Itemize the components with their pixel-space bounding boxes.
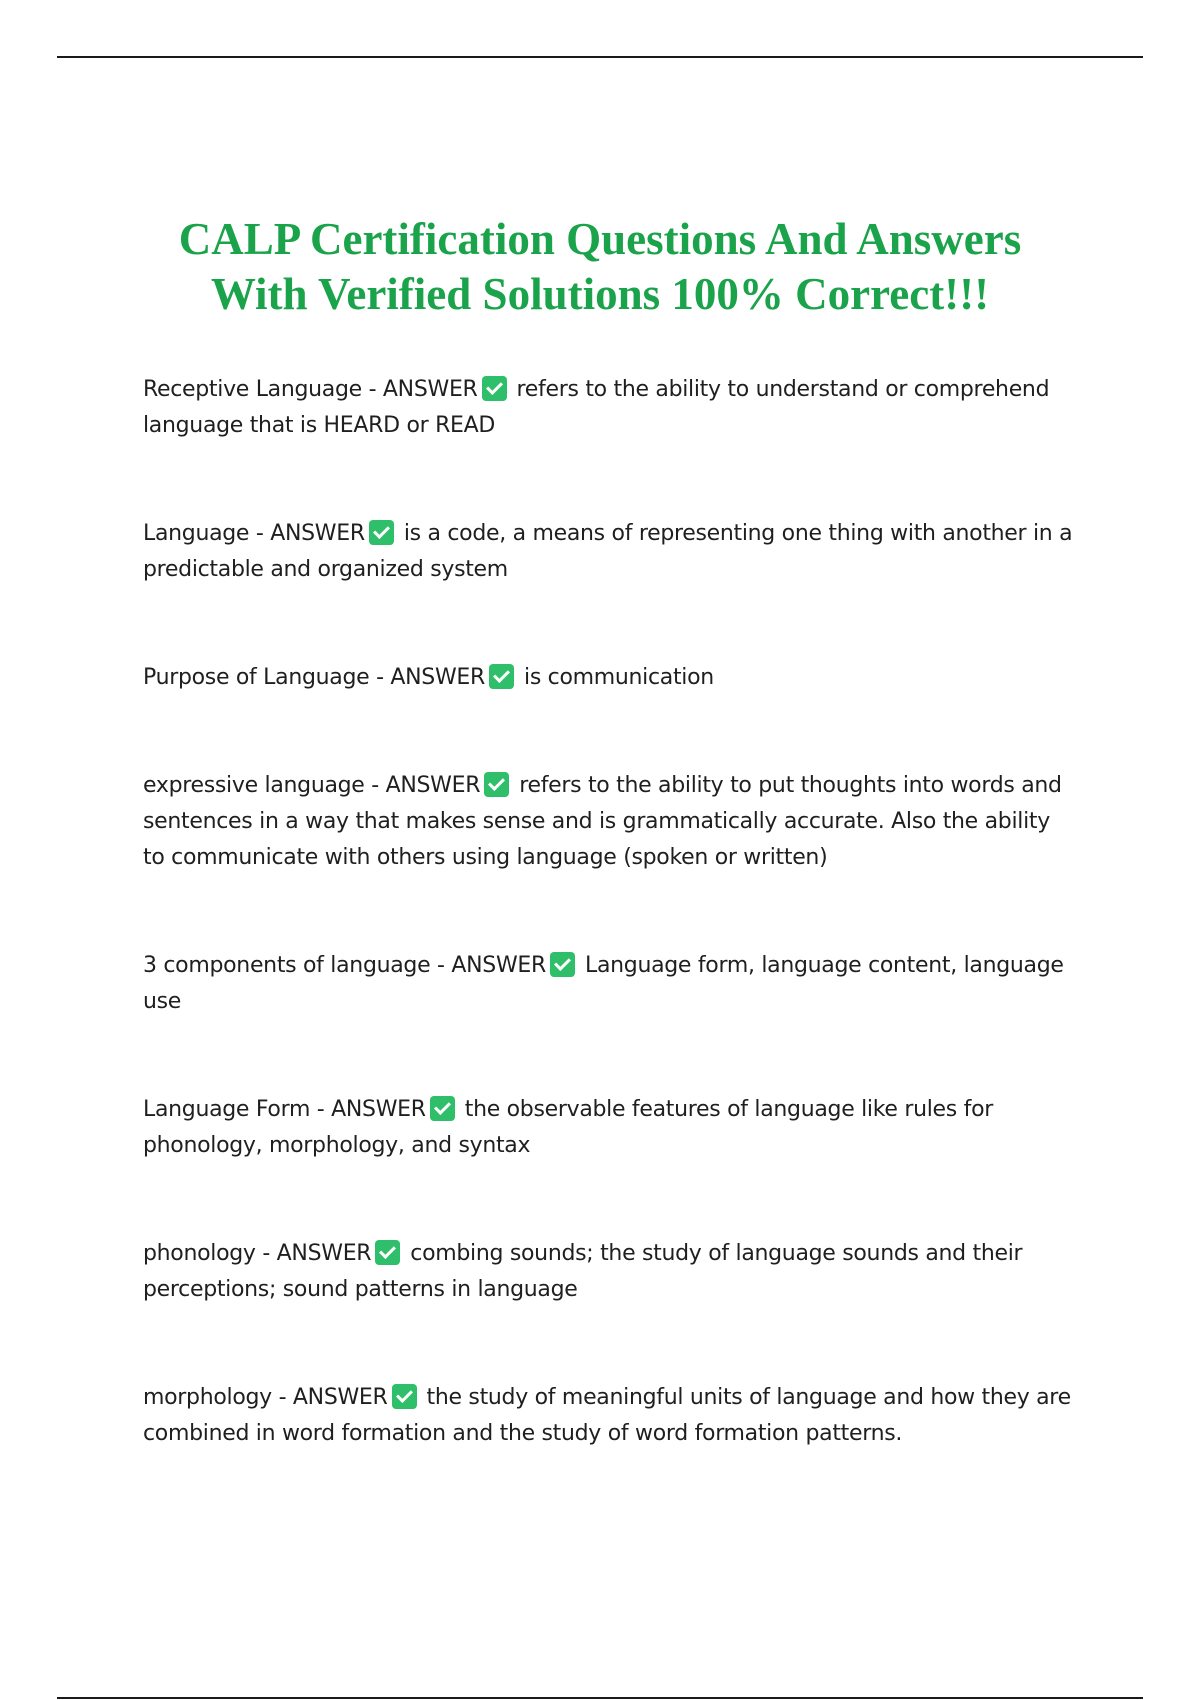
qa-term: morphology — [143, 1385, 272, 1410]
qa-definition: Language form, language content, language use — [143, 953, 1064, 1014]
check-box-icon — [375, 1240, 400, 1265]
check-box-icon — [489, 664, 514, 689]
qa-item-purpose-of-language — [143, 660, 1073, 696]
check-box-icon — [392, 1384, 417, 1409]
answer-marker: - ANSWER — [262, 1241, 372, 1266]
qa-term: Language Form — [143, 1097, 311, 1122]
answer-marker: - ANSWER — [368, 377, 478, 402]
qa-term: phonology — [143, 1241, 256, 1266]
check-box-icon — [430, 1096, 455, 1121]
qa-term: expressive language — [143, 773, 365, 798]
check-box-icon — [369, 520, 394, 545]
qa-definition: the study of meaningful units of language and how they are combined in word formation and the study of word formation patterns. — [143, 1385, 1071, 1446]
qa-item-morphology — [143, 1380, 1073, 1452]
answer-marker: - ANSWER — [278, 1385, 388, 1410]
page-title-line-2: With Verified Solutions 100% Correct!!! — [210, 269, 990, 319]
answer-marker: - ANSWER — [255, 521, 365, 546]
qa-definition: refers to the ability to put thoughts into words and sentences in a way that makes sense and is grammatically accurate. Also the ability to communicate with others using language (spoken or written) — [143, 773, 1062, 870]
qa-term: Receptive Language — [143, 377, 362, 402]
check-box-icon — [482, 376, 507, 401]
qa-definition: refers to the ability to understand or comprehend language that is HEARD or READ — [143, 377, 1050, 438]
check-box-icon — [550, 952, 575, 977]
page-title-line-1: CALP Certification Questions And Answers — [178, 214, 1022, 264]
qa-item-language-form — [143, 1092, 1073, 1164]
check-box-icon — [484, 772, 509, 797]
answer-marker: - ANSWER — [316, 1097, 426, 1122]
footer-rule — [57, 1697, 1143, 1699]
qa-item-expressive-language — [143, 768, 1073, 876]
qa-item-3-components-of-language — [143, 948, 1073, 1020]
qa-definition: is a code, a means of representing one thing with another in a predictable and organized system — [143, 521, 1073, 582]
qa-definition: combing sounds; the study of language sounds and their perceptions; sound patterns in language — [143, 1241, 1023, 1302]
qa-term: Purpose of Language — [143, 665, 370, 690]
header-rule — [57, 56, 1143, 58]
answer-marker: - ANSWER — [376, 665, 486, 690]
qa-definition: is communication — [524, 665, 714, 690]
qa-term: Language — [143, 521, 250, 546]
qa-item-receptive-language — [143, 372, 1073, 444]
page-title — [60, 212, 1140, 322]
answer-marker: - ANSWER — [371, 773, 481, 798]
qa-item-language — [143, 516, 1073, 588]
answer-marker: - ANSWER — [437, 953, 546, 978]
qa-item-phonology — [143, 1236, 1073, 1308]
qa-term: 3 components of language — [143, 953, 431, 978]
qa-definition: the observable features of language like rules for phonology, morphology, and syntax — [143, 1097, 993, 1158]
